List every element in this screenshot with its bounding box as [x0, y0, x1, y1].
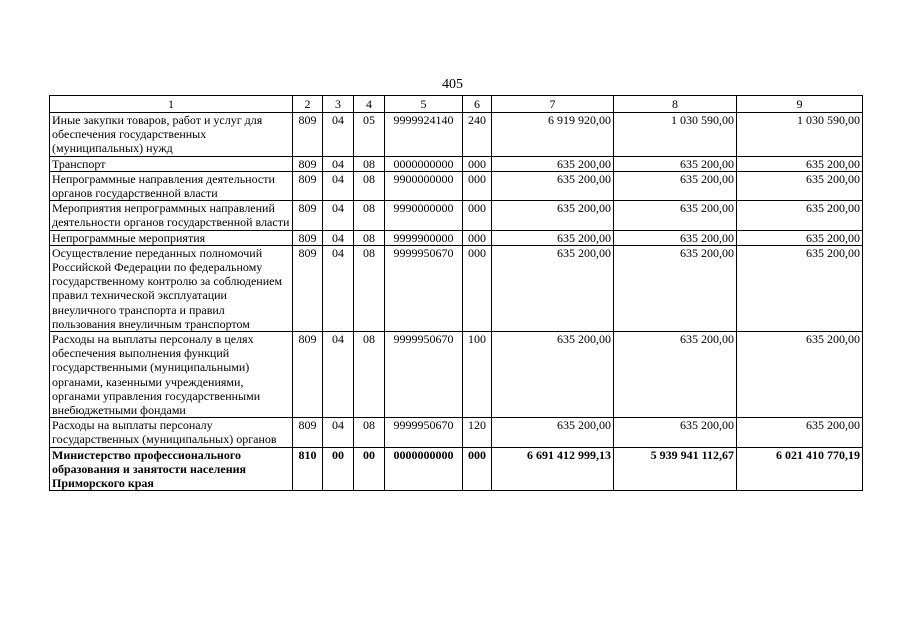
column-header: 4	[354, 96, 385, 113]
amount-col-9: 6 021 410 770,19	[737, 447, 863, 491]
amount-col-8: 635 200,00	[614, 418, 737, 447]
column-header: 7	[492, 96, 614, 113]
target-article-code: 0000000000	[385, 447, 463, 491]
row-name: Осуществление переданных полномочий Российской Федерации по федеральному государственному контролю за соблюдением правил технической эксплуатации внеуличного транспорта и правил пользования внеуличным транспортом	[50, 245, 293, 331]
subsection-code: 08	[354, 418, 385, 447]
table-row	[50, 245, 863, 331]
row-name: Непрограммные направления деятельности органов государственной власти	[50, 171, 293, 200]
amount-col-8: 635 200,00	[614, 201, 737, 230]
ministry-code: 809	[293, 201, 323, 230]
section-code: 04	[323, 156, 354, 171]
section-code: 04	[323, 171, 354, 200]
ministry-code: 809	[293, 230, 323, 245]
amount-col-7: 635 200,00	[492, 418, 614, 447]
row-name: Иные закупки товаров, работ и услуг для обеспечения государственных (муниципальных) нужд	[50, 113, 293, 157]
column-header: 8	[614, 96, 737, 113]
table-row	[50, 113, 863, 157]
target-article-code: 9990000000	[385, 201, 463, 230]
column-header: 9	[737, 96, 863, 113]
column-header: 6	[463, 96, 492, 113]
ministry-code: 809	[293, 332, 323, 418]
table-row	[50, 171, 863, 200]
target-article-code: 9999950670	[385, 332, 463, 418]
row-name: Непрограммные мероприятия	[50, 230, 293, 245]
amount-col-8: 5 939 941 112,67	[614, 447, 737, 491]
page-number: 405	[442, 77, 463, 92]
table-row-total	[50, 447, 863, 491]
amount-col-8: 635 200,00	[614, 332, 737, 418]
expense-type-code: 000	[463, 230, 492, 245]
amount-col-9: 635 200,00	[737, 171, 863, 200]
amount-col-7: 635 200,00	[492, 245, 614, 331]
amount-col-7: 635 200,00	[492, 230, 614, 245]
amount-col-7: 635 200,00	[492, 171, 614, 200]
target-article-code: 9900000000	[385, 171, 463, 200]
target-article-code: 0000000000	[385, 156, 463, 171]
row-name: Транспорт	[50, 156, 293, 171]
target-article-code: 9999950670	[385, 245, 463, 331]
table-row	[50, 201, 863, 230]
amount-col-8: 1 030 590,00	[614, 113, 737, 157]
expense-type-code: 100	[463, 332, 492, 418]
target-article-code: 9999900000	[385, 230, 463, 245]
amount-col-7: 635 200,00	[492, 332, 614, 418]
row-name: Мероприятия непрограммных направлений деятельности органов государственной власти	[50, 201, 293, 230]
section-code: 04	[323, 245, 354, 331]
ministry-code: 809	[293, 156, 323, 171]
subsection-code: 08	[354, 171, 385, 200]
column-header: 2	[293, 96, 323, 113]
amount-col-8: 635 200,00	[614, 156, 737, 171]
expense-type-code: 000	[463, 201, 492, 230]
column-number-header-row	[50, 96, 863, 113]
budget-table	[49, 95, 863, 491]
expense-type-code: 000	[463, 171, 492, 200]
amount-col-7: 6 691 412 999,13	[492, 447, 614, 491]
subsection-code: 08	[354, 156, 385, 171]
ministry-code: 809	[293, 113, 323, 157]
section-code: 04	[323, 418, 354, 447]
amount-col-8: 635 200,00	[614, 230, 737, 245]
row-name: Министерство профессионального образования и занятости населения Приморского края	[50, 447, 293, 491]
amount-col-9: 1 030 590,00	[737, 113, 863, 157]
amount-col-8: 635 200,00	[614, 171, 737, 200]
amount-col-9: 635 200,00	[737, 332, 863, 418]
section-code: 00	[323, 447, 354, 491]
amount-col-7: 635 200,00	[492, 201, 614, 230]
subsection-code: 08	[354, 332, 385, 418]
section-code: 04	[323, 332, 354, 418]
section-code: 04	[323, 201, 354, 230]
ministry-code: 809	[293, 245, 323, 331]
amount-col-9: 635 200,00	[737, 245, 863, 331]
ministry-code: 810	[293, 447, 323, 491]
amount-col-9: 635 200,00	[737, 230, 863, 245]
table-row	[50, 230, 863, 245]
section-code: 04	[323, 113, 354, 157]
row-name: Расходы на выплаты персоналу государственных (муниципальных) органов	[50, 418, 293, 447]
expense-type-code: 000	[463, 245, 492, 331]
amount-col-9: 635 200,00	[737, 156, 863, 171]
column-header: 1	[50, 96, 293, 113]
target-article-code: 9999924140	[385, 113, 463, 157]
column-header: 5	[385, 96, 463, 113]
expense-type-code: 000	[463, 447, 492, 491]
expense-type-code: 240	[463, 113, 492, 157]
amount-col-9: 635 200,00	[737, 418, 863, 447]
subsection-code: 08	[354, 245, 385, 331]
subsection-code: 00	[354, 447, 385, 491]
subsection-code: 08	[354, 201, 385, 230]
amount-col-9: 635 200,00	[737, 201, 863, 230]
ministry-code: 809	[293, 171, 323, 200]
amount-col-7: 635 200,00	[492, 156, 614, 171]
amount-col-7: 6 919 920,00	[492, 113, 614, 157]
amount-col-8: 635 200,00	[614, 245, 737, 331]
table-row	[50, 332, 863, 418]
column-header: 3	[323, 96, 354, 113]
section-code: 04	[323, 230, 354, 245]
table-row	[50, 418, 863, 447]
expense-type-code: 000	[463, 156, 492, 171]
target-article-code: 9999950670	[385, 418, 463, 447]
ministry-code: 809	[293, 418, 323, 447]
table-row	[50, 156, 863, 171]
expense-type-code: 120	[463, 418, 492, 447]
row-name: Расходы на выплаты персоналу в целях обеспечения выполнения функций государственными (муниципальными) органами, казенными учреждениями, органами управления государственными внебюджетными фондами	[50, 332, 293, 418]
subsection-code: 05	[354, 113, 385, 157]
subsection-code: 08	[354, 230, 385, 245]
